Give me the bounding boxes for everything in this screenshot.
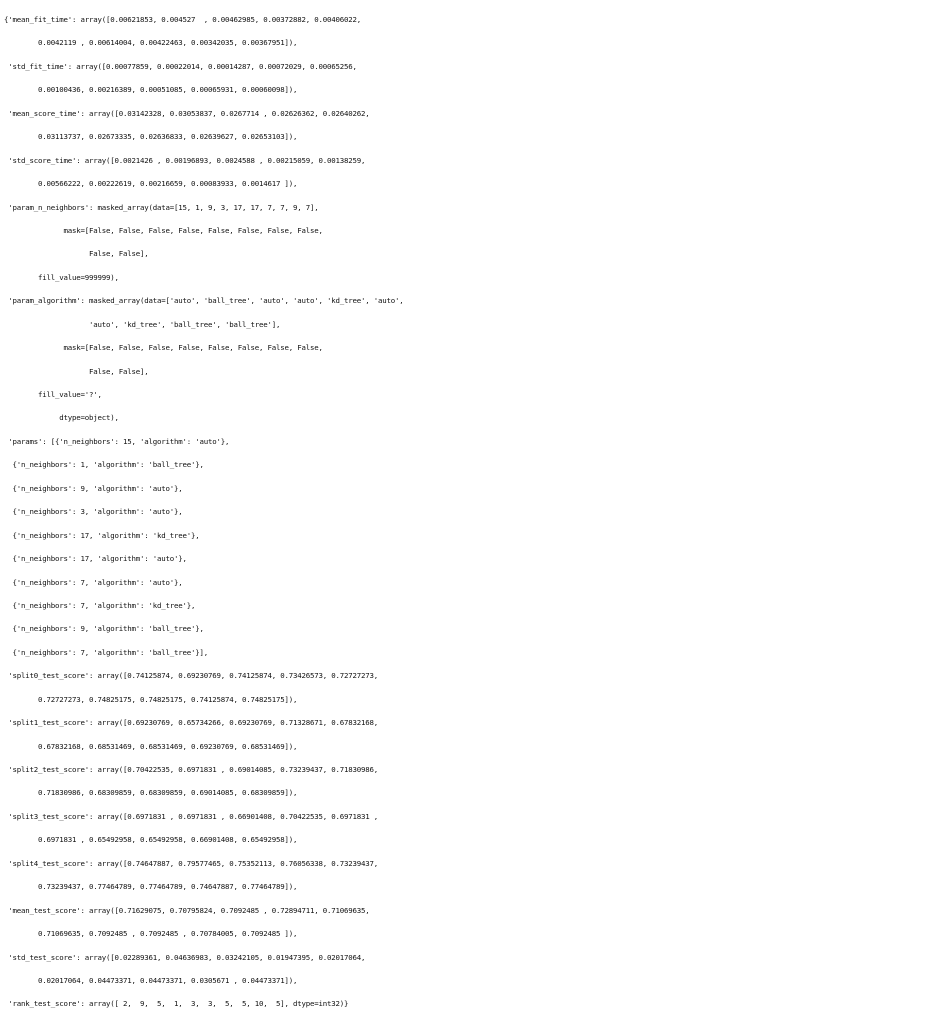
output-line-std-fit-time-2: 0.00100436, 0.00216389, 0.00051085, 0.00065931, 0.00060098]), xyxy=(4,85,298,95)
output-line-mean-fit-time-2: 0.0042119 , 0.00614004, 0.00422463, 0.00342035, 0.00367951]), xyxy=(4,38,298,48)
output-line-mean-fit-time-1: {'mean_fit_time': array([0.00621853, 0.004527 , 0.00462985, 0.00372882, 0.00406022, xyxy=(4,15,361,24)
output-line-params-4: {'n_neighbors': 3, 'algorithm': 'auto'}, xyxy=(4,507,183,517)
output-line-params-6: {'n_neighbors': 17, 'algorithm': 'auto'}, xyxy=(4,554,187,564)
output-line-param-algorithm-1: 'param_algorithm': masked_array(data=['auto', 'ball_tree', 'auto', 'auto', 'kd_tree', 'auto', xyxy=(4,296,404,306)
output-line-split3-2: 0.6971831 , 0.65492958, 0.65492958, 0.66901408, 0.65492958]), xyxy=(4,835,298,845)
output-line-split1-1: 'split1_test_score': array([0.69230769, 0.65734266, 0.69230769, 0.71328671, 0.67832168, xyxy=(4,718,378,728)
output-line-std-test-score-2: 0.02017064, 0.04473371, 0.04473371, 0.0305671 , 0.04473371]), xyxy=(4,975,298,985)
output-line-param-algorithm-5: fill_value='?', xyxy=(4,390,102,399)
output-line-param-n-neighbors-2: mask=[False, False, False, False, False, False, False, False, xyxy=(4,225,323,235)
output-line-mean-test-score-1: 'mean_test_score': array([0.71629075, 0.70795824, 0.7092485 , 0.72894711, 0.71069635, xyxy=(4,905,370,915)
output-line-mean-score-time-2: 0.03113737, 0.02673335, 0.02636833, 0.02639627, 0.02653103]), xyxy=(4,132,298,142)
output-line-param-algorithm-3: mask=[False, False, False, False, False, False, False, False, xyxy=(4,343,323,353)
output-line-param-n-neighbors-1: 'param_n_neighbors': masked_array(data=[15, 1, 9, 3, 17, 17, 7, 7, 9, 7], xyxy=(4,202,319,212)
output-line-param-algorithm-2: 'auto', 'kd_tree', 'ball_tree', 'ball_tree'], xyxy=(4,319,281,329)
output-line-param-n-neighbors-3: False, False], xyxy=(4,249,149,259)
output-line-params-7: {'n_neighbors': 7, 'algorithm': 'auto'}, xyxy=(4,577,183,587)
output-line-params-8: {'n_neighbors': 7, 'algorithm': 'kd_tree'}, xyxy=(4,600,196,610)
output-line-params-10: {'n_neighbors': 7, 'algorithm': 'ball_tree'}], xyxy=(4,647,208,657)
output-line-split4-1: 'split4_test_score': array([0.74647887, 0.79577465, 0.75352113, 0.76056338, 0.73239437, xyxy=(4,858,378,868)
output-line-params-9: {'n_neighbors': 9, 'algorithm': 'ball_tree'}, xyxy=(4,624,204,634)
output-line-split0-2: 0.72727273, 0.74825175, 0.74825175, 0.74125874, 0.74825175]), xyxy=(4,694,298,704)
output-line-param-algorithm-6: dtype=object), xyxy=(4,413,119,423)
output-line-params-2: {'n_neighbors': 1, 'algorithm': 'ball_tree'}, xyxy=(4,460,204,470)
output-line-mean-test-score-2: 0.71069635, 0.7092485 , 0.7092485 , 0.70784005, 0.7092485 ]), xyxy=(4,929,298,939)
output-line-split1-2: 0.67832168, 0.68531469, 0.68531469, 0.69230769, 0.68531469]), xyxy=(4,741,298,751)
output-line-split3-1: 'split3_test_score': array([0.6971831 , 0.6971831 , 0.66901408, 0.70422535, 0.6971831 , xyxy=(4,811,378,821)
output-line-split2-2: 0.71830986, 0.68309859, 0.68309859, 0.69014085, 0.68309859]), xyxy=(4,788,298,798)
output-line-param-n-neighbors-4: fill_value=999999), xyxy=(4,272,119,282)
output-line-split4-2: 0.73239437, 0.77464789, 0.77464789, 0.74647887, 0.77464789]), xyxy=(4,882,298,892)
output-line-split0-1: 'split0_test_score': array([0.74125874, 0.69230769, 0.74125874, 0.73426573, 0.72727273, xyxy=(4,671,378,681)
output-line-std-fit-time-1: 'std_fit_time': array([0.00077859, 0.00022014, 0.00014287, 0.00072029, 0.00065256, xyxy=(4,61,357,71)
output-line-params-5: {'n_neighbors': 17, 'algorithm': 'kd_tree'}, xyxy=(4,530,200,540)
output-line-rank-test-score: 'rank_test_score': array([ 2, 9, 5, 1, 3, 3, 5, 5, 10, 5], dtype=int32)} xyxy=(4,999,349,1009)
output-line-split2-1: 'split2_test_score': array([0.70422535, 0.6971831 , 0.69014085, 0.73239437, 0.71830986, xyxy=(4,765,378,774)
output-line-param-algorithm-4: False, False], xyxy=(4,366,149,376)
output-line-std-test-score-1: 'std_test_score': array([0.02289361, 0.04636983, 0.03242105, 0.01947395, 0.02017064, xyxy=(4,952,366,962)
output-line-std-score-time-1: 'std_score_time': array([0.0021426 , 0.00196893, 0.0024588 , 0.00215059, 0.00138259, xyxy=(4,155,366,165)
output-line-params-1: 'params': [{'n_neighbors': 15, 'algorithm': 'auto'}, xyxy=(4,436,230,446)
output-line-std-score-time-2: 0.00566222, 0.00222619, 0.00216659, 0.00083933, 0.0014617 ]), xyxy=(4,179,298,189)
output-line-params-3: {'n_neighbors': 9, 'algorithm': 'auto'}, xyxy=(4,483,183,493)
output-line-mean-score-time-1: 'mean_score_time': array([0.03142328, 0.03053837, 0.0267714 , 0.02626362, 0.02640262, xyxy=(4,108,370,118)
